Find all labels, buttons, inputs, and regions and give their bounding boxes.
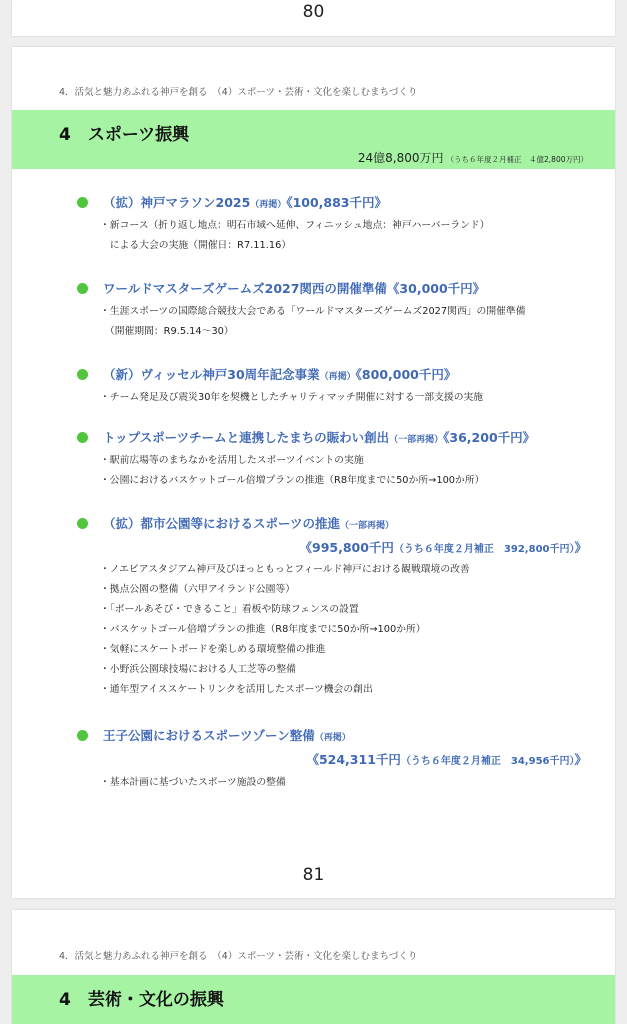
item-detail: ・公園におけるバスケットゴール倍増プランの推進（R8年度までに50か所→100か所） [100,475,485,486]
item-detail: （開催期間：R9.5.14～30） [100,326,234,337]
item-title: （新）ヴィッセル神戸30周年記念事業 [103,367,320,382]
section-header-band [12,110,615,169]
item-title: （拡）神戸マラソン2025 [103,195,251,210]
item-detail: による大会の実施（開催日：R7.11.16） [100,240,292,251]
section-header-band [12,975,615,1024]
item-detail: ・通年型アイススケートリンクを活用したスポーツ機会の創出 [100,684,373,695]
item-heading [103,279,485,297]
item-amount-line [300,538,588,556]
item-amount: 《36,200千円》 [443,430,536,445]
item-amount: 《800,000千円》 [355,367,457,382]
item-detail: ・新コース（折り返し地点：明石市域へ延伸、フィニッシュ地点：神戸ハーバーランド） [100,220,490,231]
breadcrumb: 4．活気と魅力あふれる神戸を創る （4）スポーツ・芸術・文化を楽しむまちづくり [59,87,418,98]
item-heading [103,428,535,446]
item-tag: （一部再掲） [389,435,444,445]
item-detail: ・生涯スポーツの国際総合競技大会である「ワールドマスターズゲームズ2027関西」の開催準備 [100,306,526,317]
bullet-icon [77,518,88,529]
item-amount-note: （うち６年度２月補正 34,956千円） [400,756,575,767]
budget-amount: 24億8,800万円 [357,151,444,165]
item-detail: ・駅前広場等のまちなかを活用したスポーツイベントの実施 [100,455,364,466]
bullet-icon [77,432,88,443]
item-amount-close: 》 [574,752,587,767]
item-amount: 《995,800千円 [299,540,394,555]
item-detail: ・ノエビアスタジアム神戸及びほっともっとフィールド神戸における観戦環境の改善 [100,564,470,575]
bullet-icon [77,369,88,380]
item-amount-close: 》 [574,540,587,555]
item-amount: 《524,311千円 [306,752,401,767]
budget-note: （うち６年度２月補正 ４億2,800万円） [446,155,588,164]
item-detail: ・バスケットゴール倍増プランの推進（R8年度までに50か所→100か所） [100,624,426,635]
item-amount-note: （うち６年度２月補正 392,800千円） [393,544,575,555]
bullet-icon [77,283,88,294]
document-page [12,47,615,898]
next-page [12,910,615,1024]
item-detail: ・小野浜公園球技場における人工芝等の整備 [100,664,296,675]
item-amount-line [306,750,587,768]
item-amount: 《30,000千円》 [386,281,486,296]
item-detail: ・チーム発足及び震災30年を契機としたチャリティマッチ開催に対する一部支援の実施 [100,392,484,403]
bullet-icon [77,730,88,741]
section-title: 4 芸術・文化の振興 [59,990,224,1010]
item-title: ワールドマスターズゲームズ2027関西の開催準備 [103,281,387,296]
section-budget [358,147,588,166]
item-detail: ・気軽にスケートボードを楽しめる環境整備の推進 [100,644,326,655]
page-number-80: 80 [302,2,325,22]
item-heading [103,193,387,211]
item-heading [103,726,351,744]
section-title: 4 スポーツ振興 [59,125,190,145]
item-heading [103,365,456,383]
item-tag: （再掲） [314,733,351,743]
bullet-icon [77,197,88,208]
item-tag: （再掲） [319,372,356,382]
item-tag: （一部再掲） [340,521,395,531]
previous-page [12,0,615,36]
item-amount: 《100,883千円》 [286,195,387,210]
item-detail: ・「ボールあそび・できること」看板や防球フェンスの設置 [100,604,359,615]
page-number-81: 81 [302,865,325,885]
item-title: （拡）都市公園等におけるスポーツの推進 [103,516,341,531]
item-title: 王子公園におけるスポーツゾーン整備 [103,728,315,743]
breadcrumb: 4．活気と魅力あふれる神戸を創る （4）スポーツ・芸術・文化を楽しむまちづくり [59,951,418,962]
item-heading [103,514,394,532]
item-tag: （再掲） [250,200,287,210]
item-detail: ・拠点公園の整備（六甲アイランド公園等） [100,584,296,595]
item-detail: ・基本計画に基づいたスポーツ施設の整備 [100,777,286,788]
item-title: トップスポーツチームと連携したまちの賑わい創出 [103,430,390,445]
